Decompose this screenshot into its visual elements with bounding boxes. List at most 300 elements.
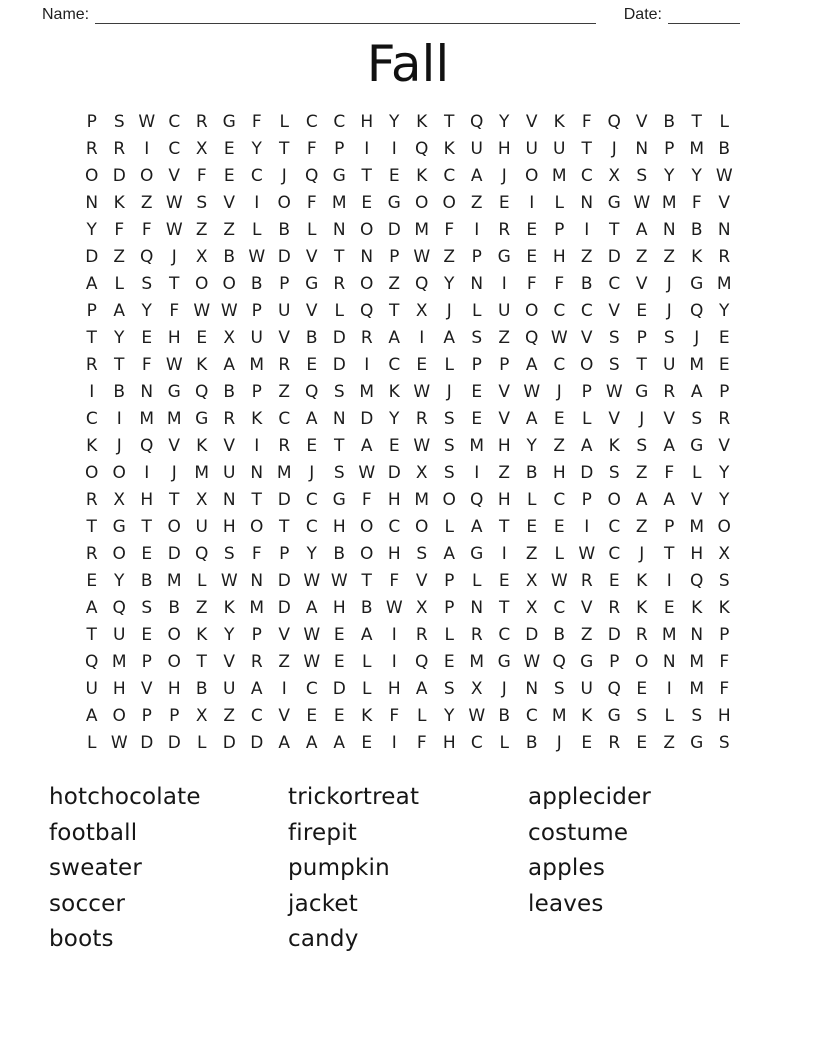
grid-cell: F (389, 705, 400, 726)
grid-cell: U (250, 327, 263, 348)
grid-cell: P (664, 138, 675, 159)
grid-cell: L (664, 705, 674, 726)
grid-cell: D (332, 678, 346, 699)
grid-cell: K (113, 192, 125, 213)
grid-cell: P (389, 246, 400, 267)
date-blank-line (668, 6, 740, 24)
grid-cell: D (387, 462, 401, 483)
grid-cell: T (636, 354, 647, 375)
grid-cell: E (718, 327, 730, 348)
grid-cell: B (718, 138, 731, 159)
grid-cell: A (470, 516, 483, 537)
grid-cell: C (85, 408, 98, 429)
grid-cell: E (526, 246, 538, 267)
grid-cell: A (635, 489, 648, 510)
grid-cell: K (223, 597, 235, 618)
word-item: candy (288, 926, 359, 953)
grid-cell: J (639, 543, 645, 564)
grid-cell: V (415, 570, 428, 591)
grid-cell: C (525, 705, 538, 726)
grid-cell: P (664, 516, 675, 537)
grid-cell: M (469, 651, 485, 672)
grid-cell: F (691, 192, 702, 213)
grid-cell: T (169, 273, 180, 294)
grid-cell: Z (278, 381, 291, 402)
grid-cell: S (333, 381, 345, 402)
grid-cell: M (551, 705, 567, 726)
grid-cell: D (525, 624, 539, 645)
grid-cell: G (497, 651, 511, 672)
grid-cell: L (719, 111, 729, 132)
grid-cell: E (471, 381, 483, 402)
grid-cell: A (388, 327, 401, 348)
word-item: leaves (528, 890, 604, 917)
grid-cell: V (608, 408, 621, 429)
grid-cell: G (690, 273, 704, 294)
grid-cell: R (470, 624, 483, 645)
grid-cell: M (331, 192, 347, 213)
grid-cell: V (498, 408, 511, 429)
grid-cell: Z (635, 246, 648, 267)
grid-cell: I (666, 570, 672, 591)
grid-cell: M (716, 273, 732, 294)
grid-cell: B (553, 624, 566, 645)
grid-cell: G (387, 192, 401, 213)
grid-cell: I (364, 354, 370, 375)
grid-cell: Z (498, 327, 511, 348)
grid-cell: A (305, 597, 318, 618)
word-list (49, 780, 816, 958)
grid-cell: U (663, 354, 676, 375)
grid-cell: L (362, 678, 372, 699)
grid-cell: P (141, 705, 152, 726)
grid-cell: O (415, 516, 429, 537)
grid-cell: X (525, 570, 538, 591)
grid-cell: T (499, 516, 510, 537)
word-item: jacket (288, 890, 358, 917)
grid-cell: A (85, 705, 98, 726)
grid-cell: E (526, 516, 538, 537)
grid-cell: W (220, 300, 238, 321)
grid-cell: H (112, 678, 126, 699)
grid-cell: I (144, 138, 150, 159)
grid-cell: L (692, 462, 702, 483)
grid-cell: O (167, 516, 181, 537)
grid-cell: Z (663, 732, 676, 753)
word-item: boots (49, 926, 114, 953)
grid-cell: O (277, 192, 291, 213)
name-blank-line (95, 6, 596, 24)
grid-cell: C (278, 408, 291, 429)
grid-cell: N (717, 219, 731, 240)
grid-cell: Z (498, 462, 511, 483)
grid-cell: N (525, 678, 539, 699)
grid-cell: L (114, 273, 124, 294)
grid-cell: R (580, 570, 593, 591)
grid-cell: K (196, 624, 208, 645)
grid-cell: I (501, 543, 507, 564)
grid-cell: L (444, 624, 454, 645)
grid-cell: S (113, 111, 125, 132)
grid-cell: I (391, 732, 397, 753)
grid-cell: Q (470, 111, 484, 132)
grid-cell: E (553, 516, 565, 537)
grid-cell: A (223, 354, 236, 375)
grid-cell: V (608, 300, 621, 321)
grid-cell: A (305, 408, 318, 429)
grid-cell: N (140, 381, 154, 402)
grid-cell: I (584, 219, 590, 240)
grid-cell: D (112, 165, 126, 186)
grid-cell: Z (470, 192, 483, 213)
grid-cell: F (306, 192, 317, 213)
grid-cell: G (607, 192, 621, 213)
grid-cell: Q (690, 300, 704, 321)
grid-cell: W (413, 381, 431, 402)
grid-cell: E (498, 192, 510, 213)
grid-cell: C (608, 273, 621, 294)
grid-cell: R (608, 732, 621, 753)
grid-cell: O (360, 516, 374, 537)
grid-cell: M (359, 381, 375, 402)
grid-cell: J (666, 273, 672, 294)
grid-cell: Y (86, 219, 97, 240)
header (42, 5, 740, 25)
grid-cell: E (416, 354, 428, 375)
grid-cell: B (113, 381, 126, 402)
grid-cell: P (471, 246, 482, 267)
grid-cell: T (279, 516, 290, 537)
grid-cell: I (419, 327, 425, 348)
grid-cell: A (580, 435, 593, 456)
grid-cell: O (222, 273, 236, 294)
grid-cell: Z (580, 624, 593, 645)
grid-cell: O (525, 300, 539, 321)
grid-cell: R (113, 138, 126, 159)
grid-cell: A (663, 435, 676, 456)
grid-cell: A (360, 435, 373, 456)
grid-cell: R (663, 381, 676, 402)
grid-cell: F (251, 111, 262, 132)
grid-cell: Z (388, 273, 401, 294)
name-label: Name: (42, 6, 90, 23)
grid-cell: D (167, 543, 181, 564)
grid-cell: X (195, 246, 208, 267)
grid-cell: H (360, 111, 374, 132)
grid-cell: E (443, 651, 455, 672)
grid-cell: K (553, 111, 565, 132)
grid-cell: V (305, 246, 318, 267)
grid-cell: C (305, 111, 318, 132)
grid-cell: E (636, 678, 648, 699)
grid-cell: P (554, 219, 565, 240)
grid-cell: W (248, 246, 266, 267)
grid-cell: P (334, 138, 345, 159)
grid-cell: Y (444, 273, 455, 294)
grid-cell: C (305, 678, 318, 699)
grid-cell: A (360, 624, 373, 645)
grid-cell: Z (113, 246, 126, 267)
grid-cell: I (364, 138, 370, 159)
grid-cell: J (501, 165, 507, 186)
grid-cell: M (414, 219, 430, 240)
grid-cell: J (694, 327, 700, 348)
grid-cell: E (526, 219, 538, 240)
grid-cell: R (415, 408, 428, 429)
grid-cell: O (140, 165, 154, 186)
grid-cell: S (636, 705, 648, 726)
grid-cell: V (278, 327, 291, 348)
word-item: applecider (528, 784, 652, 810)
grid-cell: C (250, 165, 263, 186)
grid-cell: C (580, 165, 593, 186)
grid-cell: Y (526, 435, 537, 456)
grid-cell: W (165, 192, 183, 213)
grid-cell: W (220, 570, 238, 591)
word-item: sweater (49, 855, 143, 882)
grid-cell: Z (553, 435, 566, 456)
grid-cell: P (444, 570, 455, 591)
grid-cell: J (666, 300, 672, 321)
grid-cell: O (360, 219, 374, 240)
grid-cell: S (553, 678, 565, 699)
grid-cell: F (141, 219, 152, 240)
grid-cell: E (636, 300, 648, 321)
grid-cell: Y (389, 408, 400, 429)
grid-cell: H (332, 597, 346, 618)
grid-cell: J (309, 462, 315, 483)
grid-cell: P (251, 381, 262, 402)
grid-cell: T (86, 624, 97, 645)
grid-cell: K (691, 597, 703, 618)
grid-cell: B (580, 273, 593, 294)
grid-cell: X (195, 705, 208, 726)
grid-cell: M (194, 462, 210, 483)
grid-cell: C (388, 354, 401, 375)
grid-cell: H (717, 705, 731, 726)
grid-cell: O (250, 516, 264, 537)
grid-cell: I (501, 273, 507, 294)
grid-cell: I (474, 462, 480, 483)
grid-cell: W (578, 543, 596, 564)
grid-cell: N (85, 192, 99, 213)
grid-cell: I (144, 462, 150, 483)
grid-cell: T (86, 327, 97, 348)
grid-cell: X (415, 462, 428, 483)
grid-cell: M (249, 597, 265, 618)
grid-cell: P (719, 381, 730, 402)
grid-cell: H (552, 246, 566, 267)
grid-cell: L (554, 543, 564, 564)
grid-cell: O (112, 543, 126, 564)
grid-cell: Z (140, 192, 153, 213)
grid-cell: W (303, 570, 321, 591)
grid-cell: Q (415, 273, 429, 294)
grid-cell: Q (112, 597, 126, 618)
grid-cell: W (138, 111, 156, 132)
grid-cell: W (550, 570, 568, 591)
grid-cell: H (497, 138, 511, 159)
grid-cell: M (166, 408, 182, 429)
grid-cell: C (388, 516, 401, 537)
grid-cell: Z (580, 246, 593, 267)
grid-cell: L (307, 219, 317, 240)
grid-cell: V (305, 300, 318, 321)
grid-cell: U (278, 300, 291, 321)
grid-cell: F (416, 732, 427, 753)
grid-cell: P (636, 327, 647, 348)
grid-cell: B (168, 597, 181, 618)
grid-cell: T (664, 543, 675, 564)
grid-cell: E (333, 705, 345, 726)
grid-cell: M (689, 516, 705, 537)
grid-cell: B (663, 111, 676, 132)
grid-cell: I (584, 516, 590, 537)
word-list-column (528, 780, 651, 958)
grid-cell: H (690, 543, 704, 564)
grid-cell: S (718, 732, 730, 753)
grid-cell: L (197, 570, 207, 591)
grid-cell: I (254, 192, 260, 213)
grid-cell: C (305, 516, 318, 537)
grid-cell: Q (552, 651, 566, 672)
grid-cell: V (580, 327, 593, 348)
grid-cell: B (333, 543, 346, 564)
grid-cell: E (306, 354, 318, 375)
grid-cell: S (333, 462, 345, 483)
grid-cell: G (635, 381, 649, 402)
grid-cell: A (443, 543, 456, 564)
grid-cell: V (498, 381, 511, 402)
grid-cell: A (333, 732, 346, 753)
grid-cell: S (443, 678, 455, 699)
grid-cell: H (167, 678, 181, 699)
grid-cell: K (196, 435, 208, 456)
grid-cell: T (251, 489, 262, 510)
grid-cell: W (523, 381, 541, 402)
grid-cell: L (444, 516, 454, 537)
grid-cell: Z (635, 516, 648, 537)
grid-cell: V (278, 624, 291, 645)
grid-cell: N (332, 408, 346, 429)
grid-cell: T (169, 489, 180, 510)
grid-cell: H (332, 516, 346, 537)
grid-cell: X (415, 300, 428, 321)
grid-cell: D (332, 354, 346, 375)
grid-cell: U (470, 138, 483, 159)
grid-cell: C (443, 165, 456, 186)
grid-cell: L (582, 408, 592, 429)
grid-cell: R (223, 408, 236, 429)
grid-cell: V (140, 678, 153, 699)
grid-cell: J (556, 732, 562, 753)
grid-cell: N (332, 219, 346, 240)
grid-cell: D (387, 219, 401, 240)
grid-cell: E (636, 732, 648, 753)
grid-cell: R (278, 354, 291, 375)
grid-cell: F (169, 300, 180, 321)
grid-cell: M (689, 138, 705, 159)
grid-cell: T (279, 138, 290, 159)
word-item: trickortreat (288, 784, 420, 810)
grid-cell: G (332, 165, 346, 186)
grid-cell: N (662, 651, 676, 672)
grid-cell: A (443, 327, 456, 348)
grid-cell: O (112, 462, 126, 483)
word-item: costume (528, 819, 629, 846)
grid-cell: E (663, 597, 675, 618)
grid-cell: R (85, 138, 98, 159)
grid-cell: J (281, 165, 287, 186)
grid-cell: O (195, 273, 209, 294)
grid-cell: U (85, 678, 98, 699)
grid-cell: C (250, 705, 263, 726)
grid-cell: X (608, 165, 621, 186)
grid-cell: T (609, 219, 620, 240)
grid-cell: T (114, 354, 125, 375)
grid-cell: E (388, 165, 400, 186)
grid-cell: P (251, 300, 262, 321)
grid-cell: E (471, 408, 483, 429)
grid-cell: O (85, 462, 99, 483)
grid-cell: R (498, 219, 511, 240)
grid-cell: K (608, 435, 620, 456)
grid-cell: H (497, 489, 511, 510)
word-list-column (49, 780, 288, 958)
grid-cell: W (303, 651, 321, 672)
grid-cell: N (690, 624, 704, 645)
grid-cell: P (86, 111, 97, 132)
grid-cell: C (168, 111, 181, 132)
grid-cell: E (141, 624, 153, 645)
grid-cell: B (195, 678, 208, 699)
grid-cell: J (501, 678, 507, 699)
grid-cell: R (333, 273, 346, 294)
grid-cell: T (334, 246, 345, 267)
grid-cell: M (689, 678, 705, 699)
grid-cell: D (332, 327, 346, 348)
grid-cell: K (636, 597, 648, 618)
grid-cell: X (195, 489, 208, 510)
grid-cell: R (635, 624, 648, 645)
grid-cell: D (277, 597, 291, 618)
grid-cell: M (689, 354, 705, 375)
grid-cell: A (635, 219, 648, 240)
grid-cell: I (666, 678, 672, 699)
grid-cell: N (580, 192, 594, 213)
grid-cell: Y (444, 705, 455, 726)
grid-cell: T (691, 111, 702, 132)
grid-cell: E (718, 354, 730, 375)
grid-cell: A (113, 300, 126, 321)
grid-cell: D (222, 732, 236, 753)
grid-cell: X (525, 597, 538, 618)
grid-cell: Q (607, 111, 621, 132)
grid-cell: G (332, 489, 346, 510)
grid-cell: T (361, 570, 372, 591)
grid-cell: M (551, 165, 567, 186)
grid-cell: F (251, 543, 262, 564)
grid-cell: F (114, 219, 125, 240)
grid-cell: E (361, 192, 373, 213)
grid-cell: U (195, 516, 208, 537)
grid-cell: B (690, 219, 703, 240)
grid-cell: M (469, 435, 485, 456)
grid-cell: W (550, 327, 568, 348)
grid-cell: N (250, 570, 264, 591)
grid-cell: I (116, 408, 122, 429)
grid-cell: R (85, 543, 98, 564)
